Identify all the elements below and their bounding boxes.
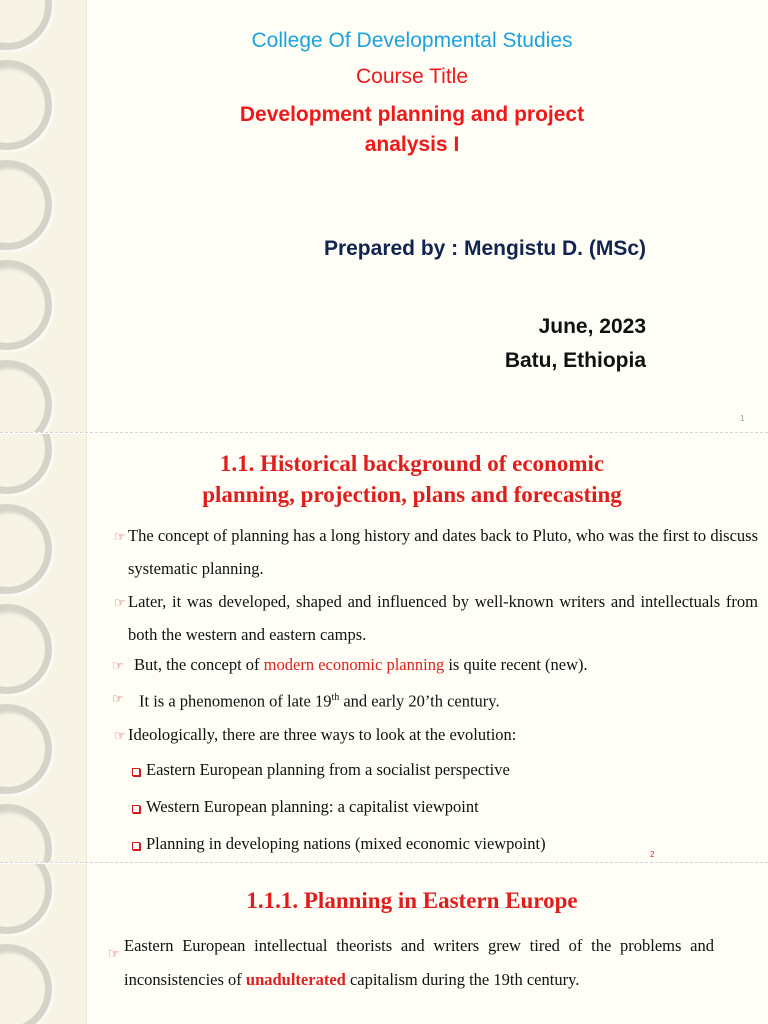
- date: June, 2023: [538, 315, 646, 338]
- highlighted-term: modern economic planning: [263, 655, 445, 674]
- bullet-text-part: But, the concept of: [134, 655, 264, 674]
- bullet-text-part: Eastern European intellectual theorists and writers grew tired of the problems and inconsistencies of: [124, 936, 714, 989]
- course-name: [86, 100, 738, 160]
- title-slide: [0, 0, 768, 432]
- left-binding-rail: [0, 434, 87, 862]
- square-bullet-icon: [132, 805, 140, 813]
- binder-ring-icon: [0, 260, 52, 350]
- hand-pointer-icon: ☞: [114, 595, 126, 610]
- content-slide-eastern-europe: [0, 864, 768, 1024]
- sub-item: Eastern European planning from a socialist perspective: [146, 760, 510, 779]
- binder-ring-icon: [0, 604, 52, 694]
- hand-pointer-icon: ☞: [108, 946, 120, 961]
- slide-title: 1.1.1. Planning in Eastern Europe: [246, 888, 578, 913]
- binder-ring-icon: [0, 504, 52, 594]
- course-name-line2: analysis I: [364, 133, 460, 156]
- course-name-line1: Development planning and project: [239, 103, 585, 126]
- date-location: [505, 310, 646, 378]
- hand-pointer-icon: ☞: [114, 529, 126, 544]
- left-binding-rail: [0, 864, 87, 1024]
- left-binding-rail: [0, 0, 87, 432]
- bullet-text: Later, it was developed, shaped and influenced by well-known writers and intellectuals from both the western and eastern camps.: [128, 592, 758, 644]
- slide-title: [86, 448, 738, 510]
- binder-ring-icon: [0, 0, 52, 50]
- bullet-text: Ideologically, there are three ways to look at the evolution:: [128, 725, 517, 744]
- sub-item: Western European planning: a capitalist viewpoint: [146, 797, 479, 816]
- binder-ring-icon: [0, 804, 52, 862]
- location: Batu, Ethiopia: [504, 349, 646, 372]
- college-name: College Of Developmental Studies: [251, 29, 573, 52]
- bullet-text: [134, 648, 764, 681]
- binder-ring-icon: [0, 704, 52, 794]
- binder-ring-icon: [0, 60, 52, 150]
- bullet-text-part: is quite recent (new).: [444, 655, 588, 674]
- bullet-text-part: and early 20’th century.: [339, 691, 500, 711]
- highlighted-term: unadulterated: [245, 970, 346, 989]
- course-title-label: Course Title: [355, 65, 469, 88]
- bullet-text-part: capitalism during the 19th century.: [345, 970, 580, 989]
- bullet-text: The concept of planning has a long history and dates back to Pluto, who was the first to discuss systematic planning.: [128, 526, 758, 578]
- bullet-text-part: It is a phenomenon of late 19: [139, 691, 332, 711]
- bullet-text: [139, 681, 768, 718]
- binder-ring-icon: [0, 944, 52, 1024]
- square-bullet-icon: [132, 842, 140, 850]
- hand-pointer-icon: ☞: [114, 728, 126, 743]
- superscript: th: [331, 692, 340, 703]
- content-slide-historical: [0, 434, 768, 862]
- binder-ring-icon: [0, 864, 52, 934]
- sub-item: Planning in developing nations (mixed economic viewpoint): [146, 834, 546, 853]
- square-bullet-icon: [132, 768, 140, 776]
- slide-title-line2: planning, projection, plans and forecasting: [202, 482, 622, 507]
- page-number: 2: [650, 850, 655, 859]
- binder-ring-icon: [0, 434, 52, 494]
- bullet-text: [124, 929, 714, 997]
- binder-ring-icon: [0, 360, 52, 432]
- page-number: 1: [740, 414, 745, 423]
- hand-pointer-icon: ☞: [112, 658, 124, 673]
- hand-pointer-icon: ☞: [112, 691, 124, 706]
- prepared-by: Prepared by : Mengistu D. (MSc): [323, 237, 646, 260]
- slide-title-line1: 1.1. Historical background of economic: [219, 451, 605, 476]
- binder-ring-icon: [0, 160, 52, 250]
